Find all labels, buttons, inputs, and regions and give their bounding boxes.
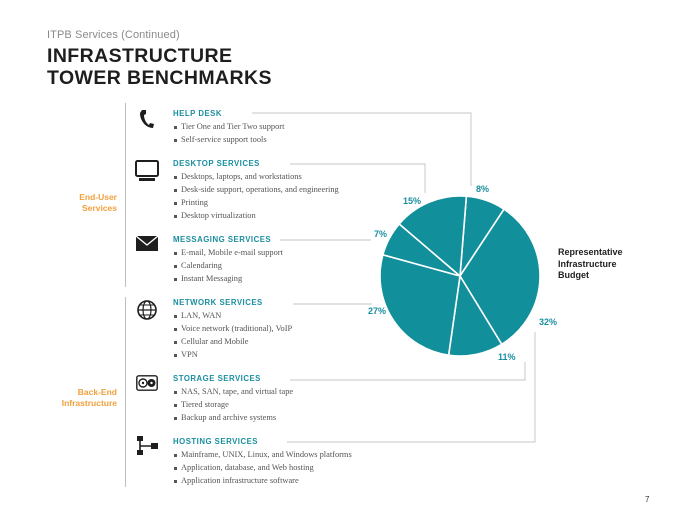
page-title-line2: TOWER BENCHMARKS	[47, 67, 272, 89]
group-label-line: Infrastructure	[61, 398, 117, 408]
group-label-line: Back-End	[77, 387, 117, 397]
list-item: E-mail, Mobile e-mail support	[173, 247, 283, 260]
list-item: NAS, SAN, tape, and virtual tape	[173, 386, 293, 399]
legend-line: Budget	[558, 270, 589, 280]
list-item: Self-service support tools	[173, 134, 284, 147]
budget-pie-chart	[370, 185, 560, 365]
page-number: 7	[645, 495, 650, 504]
service-heading: STORAGE SERVICES	[173, 374, 261, 383]
pct-label-messaging: 7%	[374, 229, 388, 239]
service-heading: MESSAGING SERVICES	[173, 235, 272, 244]
service-heading: HOSTING SERVICES	[173, 437, 258, 446]
list-item: LAN, WAN	[173, 310, 292, 323]
page-title-line1: INFRASTRUCTURE	[47, 45, 233, 67]
pct-label-help-desk: 8%	[476, 184, 490, 194]
service-heading: NETWORK SERVICES	[173, 298, 263, 307]
list-item: Desk-side support, operations, and engineering	[173, 184, 339, 197]
list-item: Tiered storage	[173, 399, 293, 412]
list-item: Desktops, laptops, and workstations	[173, 171, 339, 184]
list-item: Application, database, and Web hosting	[173, 462, 352, 475]
group-label-line: Services	[82, 203, 117, 213]
legend-line: Infrastructure	[558, 258, 617, 269]
service-heading: HELP DESK	[173, 109, 222, 118]
list-item: Cellular and Mobile	[173, 336, 292, 349]
list-item: Mainframe, UNIX, Linux, and Windows platforms	[173, 449, 352, 462]
list-item: Desktop virtualization	[173, 210, 339, 223]
pct-label-network: 27%	[368, 306, 387, 316]
list-item: Tier One and Tier Two support	[173, 121, 284, 134]
legend-line: Representative	[558, 247, 623, 257]
list-item: Application infrastructure software	[173, 475, 352, 488]
list-item: Backup and archive systems	[173, 412, 293, 425]
list-item: Instant Messaging	[173, 273, 283, 286]
connector-help-desk	[252, 113, 471, 186]
list-item: Voice network (traditional), VoIP	[173, 323, 292, 336]
list-item: VPN	[173, 349, 292, 362]
chart-legend	[558, 247, 623, 282]
list-item: Printing	[173, 197, 339, 210]
section-eyebrow: ITPB Services (Continued)	[47, 29, 180, 41]
list-item: Calendaring	[173, 260, 283, 273]
group-label-line: End-User	[79, 192, 117, 202]
pct-label-storage: 11%	[498, 352, 516, 362]
pct-label-hosting: 32%	[539, 317, 558, 327]
pct-label-desktop: 15%	[403, 196, 422, 206]
service-heading: DESKTOP SERVICES	[173, 159, 260, 168]
